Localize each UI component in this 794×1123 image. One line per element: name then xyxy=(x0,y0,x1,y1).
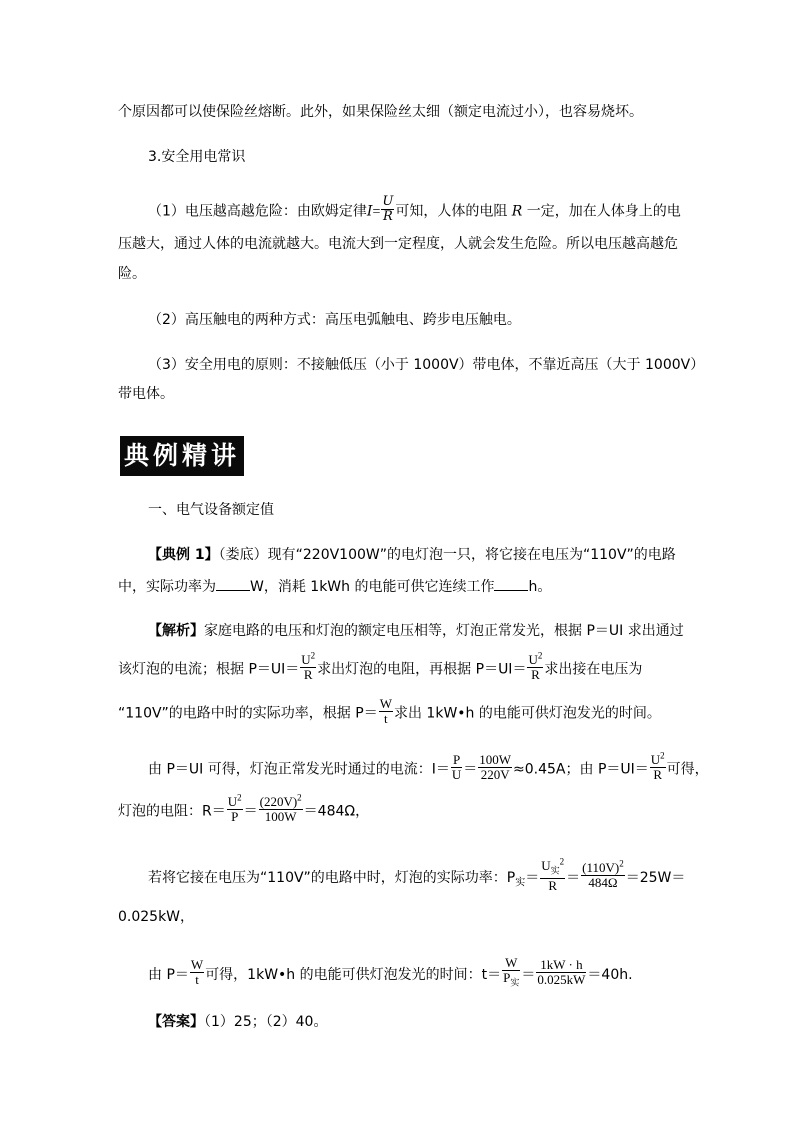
text: （3）安全用电的原则：不接触低压（小于 1000V）带电体，不靠近高压（大于 1000V） xyxy=(148,357,705,373)
text: ≈0.45A；由 P＝UI＝ xyxy=(513,761,649,778)
analysis-tag: 【解析】 xyxy=(148,623,204,639)
numerator: W xyxy=(190,957,204,973)
answer-blank xyxy=(216,576,250,591)
text: 中，实际功率为 xyxy=(118,579,216,595)
superscript: 2 xyxy=(297,792,302,803)
text: 家庭电路的电压和灯泡的额定电压相等，灯泡正常发光，根据 P＝UI 求出通过 xyxy=(204,623,684,639)
numerator: (220V) xyxy=(259,794,298,809)
text: 个原因都可以使保险丝熔断。此外，如果保险丝太细（额定电流过小），也容易烧坏。 xyxy=(118,104,643,120)
answer-line xyxy=(148,1012,327,1032)
text: 可得， xyxy=(666,761,709,778)
numerator: W xyxy=(379,696,392,711)
text: 压越大，通过人体的电流就越大。电流大到一定程度，人就会发生危险。所以电压越高越危 xyxy=(118,236,678,252)
text: h。 xyxy=(528,579,552,595)
denominator: t xyxy=(195,972,199,988)
fraction-ushi2-over-r xyxy=(540,856,565,893)
text: 一、电气设备额定值 xyxy=(148,502,274,518)
numerator: W xyxy=(502,956,520,971)
fraction-u-over-r xyxy=(381,195,394,224)
denominator: P xyxy=(503,970,511,985)
paragraph-line xyxy=(148,355,704,375)
section-banner xyxy=(120,436,244,476)
math-var: I xyxy=(366,203,373,220)
math-var: R xyxy=(511,203,523,220)
superscript: 2 xyxy=(237,792,242,803)
analysis-line xyxy=(118,696,661,728)
denominator: R xyxy=(303,667,313,682)
text: 求出灯泡的电阻，再根据 P＝UI＝ xyxy=(317,661,527,678)
denominator: R xyxy=(548,877,558,893)
numerator: P xyxy=(451,753,462,768)
paragraph-line xyxy=(118,264,146,284)
numerator: U xyxy=(650,752,661,767)
paragraph-line xyxy=(118,384,174,404)
text: “110V”的电路中时的实际功率，根据 P＝ xyxy=(118,705,378,722)
subscript: 实 xyxy=(510,977,520,988)
text: 该灯泡的电流；根据 P＝UI＝ xyxy=(118,661,300,678)
example-line xyxy=(148,545,676,565)
solution-line xyxy=(118,792,370,826)
text: ＝ xyxy=(463,761,478,778)
solution-line xyxy=(148,856,686,895)
fraction-220v2-over-100w xyxy=(259,792,303,824)
text: 一定，加在人体身上的电 xyxy=(526,203,681,220)
denominator: t xyxy=(384,711,388,726)
answer-tag: 【答案】 xyxy=(148,1014,204,1030)
text: ＝25W＝ xyxy=(625,869,686,886)
text: 求出 1kW•h 的电能可供灯泡发光的时间。 xyxy=(393,705,661,722)
denominator: R xyxy=(653,767,663,782)
denominator: 484Ω xyxy=(588,875,618,891)
text: （1）电压越高越危险：由欧姆定律 xyxy=(148,203,367,220)
analysis-line xyxy=(118,650,643,684)
text: 由 P＝ xyxy=(148,966,189,983)
section-subheading xyxy=(148,500,274,520)
text: 可得，1kW•h 的电能可供灯泡发光的时间：t＝ xyxy=(205,966,502,983)
denominator: R xyxy=(382,209,393,224)
numerator: U xyxy=(528,652,538,667)
text: 求出接在电压为 xyxy=(544,661,643,678)
math-op: = xyxy=(372,204,381,220)
denominator: U xyxy=(451,767,462,782)
denominator: 220V xyxy=(480,767,510,782)
superscript: 2 xyxy=(660,750,665,761)
numerator: 1kW · h xyxy=(536,958,586,973)
fraction-w-over-t xyxy=(190,958,204,987)
example-line xyxy=(118,576,551,597)
text: 灯泡的电阻：R＝ xyxy=(118,803,226,820)
numerator: U xyxy=(541,858,551,873)
fraction-110v2-over-484ohm xyxy=(581,858,625,891)
text: （娄底）现有“220V100W”的电灯泡一只，将它接在电压为“110V”的电路 xyxy=(218,547,676,563)
subscript: 实 xyxy=(550,865,560,876)
answer-blank xyxy=(494,576,528,591)
solution-line xyxy=(118,907,194,927)
text: 由 P＝UI 可得，灯泡正常发光时通过的电流：I＝ xyxy=(148,761,450,778)
fraction-p-over-u xyxy=(451,753,462,782)
banner-char: 讲 xyxy=(211,441,241,470)
analysis-line xyxy=(148,621,684,641)
banner-char: 典 xyxy=(123,441,153,470)
text: 可知，人体的电阻 xyxy=(395,203,508,220)
subscript: 实 xyxy=(515,877,526,889)
superscript: 2 xyxy=(619,858,624,869)
numerator: U xyxy=(382,194,394,209)
banner-char: 例 xyxy=(152,441,182,470)
text: ＝ xyxy=(566,869,581,886)
text: 3.安全用电常识 xyxy=(148,149,246,165)
solution-line xyxy=(148,750,709,784)
numerator: (110V) xyxy=(582,860,620,876)
fraction-u2-over-r xyxy=(527,650,543,682)
example-tag: 【典例 1】 xyxy=(148,547,219,563)
superscript: 2 xyxy=(537,650,543,661)
text: 险。 xyxy=(118,266,146,282)
text: （1）25；（2）40。 xyxy=(204,1014,328,1030)
banner-char: 精 xyxy=(182,441,212,470)
fraction-kwh-over-kw xyxy=(536,958,586,987)
text: 若将它接在电压为“110V”的电路中时，灯泡的实际功率：P xyxy=(148,869,516,886)
text: W，消耗 1kWh 的电能可供它连续工作 xyxy=(250,579,495,595)
fraction-w-over-pshi xyxy=(502,956,520,990)
text: ＝ xyxy=(525,869,540,886)
paragraph-line xyxy=(118,102,643,122)
paragraph-line xyxy=(148,310,521,330)
text: ＝ xyxy=(521,966,536,983)
denominator: R xyxy=(531,667,540,682)
superscript: 2 xyxy=(310,650,316,661)
denominator: P xyxy=(231,809,239,824)
solution-line xyxy=(148,955,633,992)
superscript: 2 xyxy=(559,856,565,867)
fraction-u2-over-r xyxy=(300,650,316,682)
text: （2）高压触电的两种方式：高压电弧触电、跨步电压触电。 xyxy=(148,312,521,328)
numerator: U xyxy=(301,652,311,667)
denominator: 100W xyxy=(264,809,297,824)
text: 0.025kW， xyxy=(118,909,195,925)
fraction-w-over-t xyxy=(379,697,393,726)
text: ＝484Ω， xyxy=(303,803,370,820)
denominator: 0.025kW xyxy=(537,972,586,988)
text: 带电体。 xyxy=(118,386,174,402)
fraction-u2-over-p xyxy=(227,792,243,824)
paragraph-line xyxy=(118,234,678,254)
fraction-u2-over-r xyxy=(650,750,666,782)
text: ＝ xyxy=(243,803,258,820)
section-heading xyxy=(148,147,245,167)
fraction-100w-over-220v xyxy=(478,753,512,782)
text: ＝40h. xyxy=(587,966,633,983)
numerator: U xyxy=(227,794,238,809)
paragraph-line xyxy=(148,194,681,226)
numerator: 100W xyxy=(479,752,512,767)
